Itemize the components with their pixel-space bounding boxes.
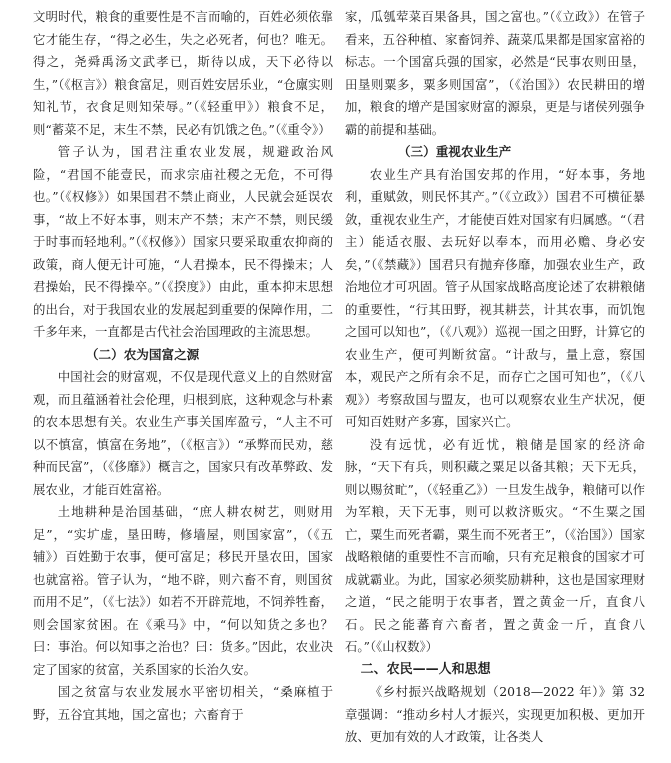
left-column — [33, 6, 333, 726]
right-column — [345, 6, 645, 749]
left-paragraph-5: 国之贫富与农业发展水平密切相关，“桑麻植于野，五谷宜其地，国之富也；六畜育于 — [33, 684, 333, 722]
right-paragraph-4: 《乡村振兴战略规划（2018—2022 年）》第 32 章强调：“推动乡村人才振兴，实现更加积极、更加开放、更加有效的人才政策，让各类人 — [345, 684, 645, 744]
right-paragraph-3: 没有远忧，必有近忧，粮储是国家的经济命脉，“天下有兵，则积藏之粟足以备其粮；天下无兵，则以赐贫甿”，（《轻重乙》）一旦发生战争，粮储可以作为军粮，天下无事，则可以救济贩灾。“不生粟之国亡，粟生而死者霸，粟生而不死者王”，（《治国》）国家战略粮储的重要性不言而喻，只有充足粮食的国家才可成就霸业。为此，国家必须奖励耕种，这也是国家理财之道，“民之能明于农事者，置之黄金一斤，直食八石。民之能蕃育六畜者，置之黄金一斤，直食八石。”（《山权数》） — [345, 436, 645, 654]
right-paragraph-1: 家，瓜瓠荤菜百果备具，国之富也。”（《立政》）在管子看来，五谷种植、家畜饲养、蔬菜瓜果都是国家富裕的标志。一个国富兵强的国家，必然是“民事农则田垦，田垦则粟多，粟多则国富”，（《治国》）农民耕田的增加，粮食的增产是国家财富的源泉，更是与诸侯列强争霸的前提和基础。 — [345, 9, 645, 137]
section-heading-agriculture-wealth: （二）农为国富之源 — [85, 346, 200, 362]
left-paragraph-3: 中国社会的财富观，不仅是现代意义上的自然财富观，而且蕴涵着社会伦理，归根到底，这种观念与朴素的农本思想有关。农业生产事关国库盈亏，“人主不可以不慎富，慎富在务地”，（《枢言》）“承弊而民劝，慈种而民富”，（《侈靡》）概言之，国家只有改革弊政、发展农业，才能百姓富裕。 — [33, 369, 333, 497]
right-paragraph-2: 农业生产具有治国安邦的作用，“好本事，务地利，重赋敛，则民怀其产。”（《立政》）国君不可横征暴敛，重视农业生产，才能使百姓对国家有归属感。“（君主）能适衣服、去玩好以奉本，而用必赡、身必安矣，”（《禁藏》）国君只有抛弃侈靡，加强农业生产，政治地位才可巩固。管子从国家战略高度论述了农耕粮储的重要性，“行其田野，视其耕芸，计其农事，而饥饱之国可以知也”，（《八观》）巡视一国之田野，计算它的农业生产，便可判断贫富。“计敌与，量上意，察国本，观民产之所有余不足，而存亡之国可知也”，（《八观》）考察敌国与盟友，也可以观察农业生产状况，便可知百姓财产多寡，国家兴亡。 — [345, 166, 645, 429]
part-heading-farmers: 二、农民——人和思想 — [360, 661, 491, 677]
left-paragraph-4: 土地耕种是治国基础，“庶人耕农树艺，则财用足”，“实圹虚，垦田畴，修墙屋，则国家富”，（《五辅》）百姓勤于农事，便可富足；移民开垦农田，国家也就富裕。管子认为，“地不辟，则六畜不育，则国贫而用不足”，（《七法》）如若不开辟荒地，不饲养牲畜，则会国家贫困。在《乘马》中，“何以知货之多也？曰：事治。何以知事之治也？曰：货多。”因此，农业决定了国家的贫富，关系国家的长治久安。 — [33, 504, 333, 677]
left-paragraph-1: 文明时代，粮食的重要性是不言而喻的，百姓必须依靠它才能生存，“得之必生，失之必死者，何也？唯无。得之，尧舜禹汤文武孝已，斯待以成，天下必待以生，”（《枢言》）粮食富足，则百姓安居乐业，“仓廪实则知礼节，衣食足则知荣辱。”（《轻重甲》）粮食不足，则“蓄菜不足，末生不禁，民必有饥饿之色。”（《重令》） — [33, 9, 333, 137]
section-heading-agricultural-production: （三）重视农业生产 — [397, 144, 512, 159]
left-paragraph-2: 管子认为，国君注重农业发展，规避政治风险，“君国不能壹民，而求宗庙社稷之无危，不可得也。”（《权修》）如果国君不禁止商业，人民就会延误农事，“故上不好本事，则末产不禁；末产不禁，则民缓于时事而轻地利。”（《权修》）国家只要采取重农抑商的政策，商人便无计可施，“人君操本，民不得操末；人君操始，民不得操卒。”（《揆度》）由此，重本抑末思想的出台，对于我国农业的发展起到重要的保障作用，二千多年来，一直都是古代社会治国理政的主流思想。 — [33, 144, 333, 339]
